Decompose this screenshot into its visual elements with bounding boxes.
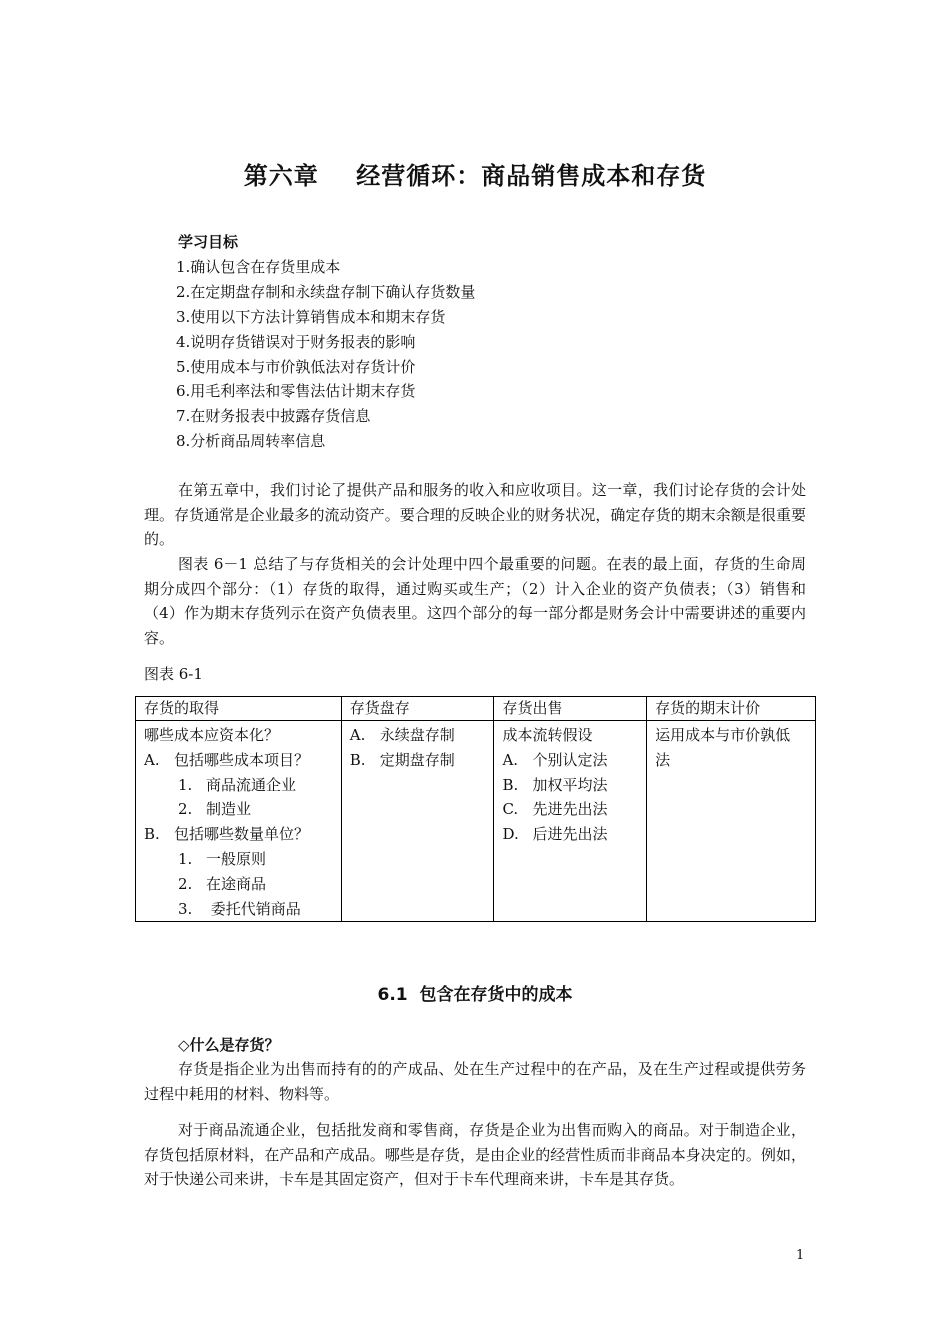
- item-text: 在途商品: [206, 874, 267, 893]
- list-item: [502, 748, 638, 773]
- item-marker: A.: [144, 750, 160, 769]
- list-item: [144, 822, 333, 847]
- objective-item: 2.在定期盘存制和永续盘存制下确认存货数量: [176, 282, 476, 301]
- intro-paragraph-1: 在第五章中，我们讨论了提供产品和服务的收入和应收项目。这一章，我们讨论存货的会计处理。存货通常是企业最多的流动资产。要合理的反映企业的财务状况，确定存货的期末余额是很重要的。: [144, 481, 806, 548]
- section-title: 6.1 包含在存货中的成本: [377, 985, 573, 1005]
- list-item: [350, 748, 486, 773]
- list-item: [144, 847, 333, 872]
- inventory-table: [135, 696, 816, 922]
- item-marker: B.: [144, 825, 160, 844]
- intro-paragraph-2: 图表 6－1 总结了与存货相关的会计处理中四个最重要的问题。在表的最上面，存货的生命周期分成四个部分：（1）存货的取得，通过购买或生产；（2）计入企业的资产负债表；（3）销售和（4）作为期末存货列示在资产负债表里。这四个部分的每一部分都是财务会计中需要讲述的重要内容。: [144, 555, 806, 647]
- section-paragraph-1: 存货是指企业为出售而持有的的产成品、处在生产过程中的在产品，及在生产过程或提供劳务过程中耗用的材料、物料等。: [144, 1060, 806, 1103]
- objective-item: 4.说明存货错误对于财务报表的影响: [176, 332, 416, 351]
- item-marker: 3.: [178, 899, 193, 918]
- objectives-heading: 学习目标: [178, 233, 239, 251]
- list-item: [502, 773, 638, 798]
- table-header-row: [136, 697, 816, 721]
- item-text: 加权平均法: [532, 775, 608, 794]
- item-text: 包括哪些成本项目？: [174, 750, 310, 769]
- item-marker: A.: [349, 726, 366, 744]
- valuation-text-line: 法: [655, 750, 671, 769]
- item-text: 制造业: [206, 800, 252, 819]
- section-paragraph-2: 对于商品流通企业，包括批发商和零售商，存货是企业为出售而购入的商品。对于制造企业，存货包括原材料，在产品和产成品。哪些是存货，是由企业的经营性质而非商品本身决定的。例如，对于快递公司来讲，卡车是其固定资产，但对于卡车代理商来讲，卡车是其存货。: [144, 1121, 806, 1188]
- item-text: 后进先出法: [532, 825, 608, 844]
- cell-ending-valuation: [647, 721, 816, 922]
- list-item: [144, 897, 333, 922]
- item-marker: B.: [349, 750, 366, 769]
- item-text: 一般原则: [206, 849, 267, 868]
- item-text: 商品流通企业: [206, 775, 297, 794]
- list-item: [144, 797, 333, 822]
- objective-item: 5.使用成本与市价孰低法对存货计价: [176, 357, 416, 376]
- cost-flow-heading: 成本流转假设: [502, 726, 593, 744]
- list-item: [502, 797, 638, 822]
- table-row: [136, 721, 816, 922]
- header-acquisition: 存货的取得: [136, 697, 342, 721]
- chapter-title: 第六章 经营循环：商品销售成本和存货: [243, 162, 707, 190]
- capitalize-question: 哪些成本应资本化？: [144, 726, 280, 744]
- list-item: [144, 872, 333, 897]
- item-marker: C.: [502, 800, 519, 819]
- header-counting: 存货盘存: [341, 697, 494, 721]
- header-sale: 存货出售: [494, 697, 647, 721]
- objective-item: 3.使用以下方法计算销售成本和期末存货: [176, 307, 446, 326]
- objective-item: 8.分析商品周转率信息: [176, 432, 326, 451]
- cell-counting: [341, 721, 494, 922]
- item-text: 永续盘存制: [379, 726, 455, 744]
- objectives-list: [176, 255, 475, 454]
- item-text: 先进先出法: [532, 800, 608, 819]
- item-marker: 2.: [178, 874, 193, 893]
- valuation-text-line: 运用成本与市价孰低: [655, 726, 791, 744]
- item-marker: 2.: [178, 800, 193, 819]
- item-marker: B.: [502, 775, 519, 794]
- question-heading: ◇什么是存货？: [178, 1036, 280, 1054]
- item-text: 个别认定法: [532, 750, 608, 769]
- cell-sale: [494, 721, 647, 922]
- item-marker: D.: [502, 825, 519, 844]
- item-marker: 1.: [178, 849, 193, 868]
- item-marker: 1.: [178, 775, 193, 794]
- item-text: 定期盘存制: [379, 750, 455, 769]
- list-item: [502, 822, 638, 847]
- objective-item: 7.在财务报表中披露存货信息: [176, 407, 371, 426]
- list-item: [144, 748, 333, 773]
- item-text: 委托代销商品: [206, 899, 301, 918]
- objective-item: 1.确认包含在存货里成本: [176, 258, 341, 276]
- item-text: 包括哪些数量单位？: [174, 825, 310, 844]
- list-item: [144, 773, 333, 798]
- cell-acquisition: [136, 721, 342, 922]
- header-ending-valuation: 存货的期末计价: [647, 697, 816, 721]
- figure-caption: 图表 6-1: [144, 665, 203, 683]
- objective-item: 6.用毛利率法和零售法估计期末存货: [176, 382, 416, 401]
- list-item: [350, 723, 486, 748]
- page-number: 1: [796, 1248, 805, 1263]
- item-marker: A.: [502, 750, 519, 769]
